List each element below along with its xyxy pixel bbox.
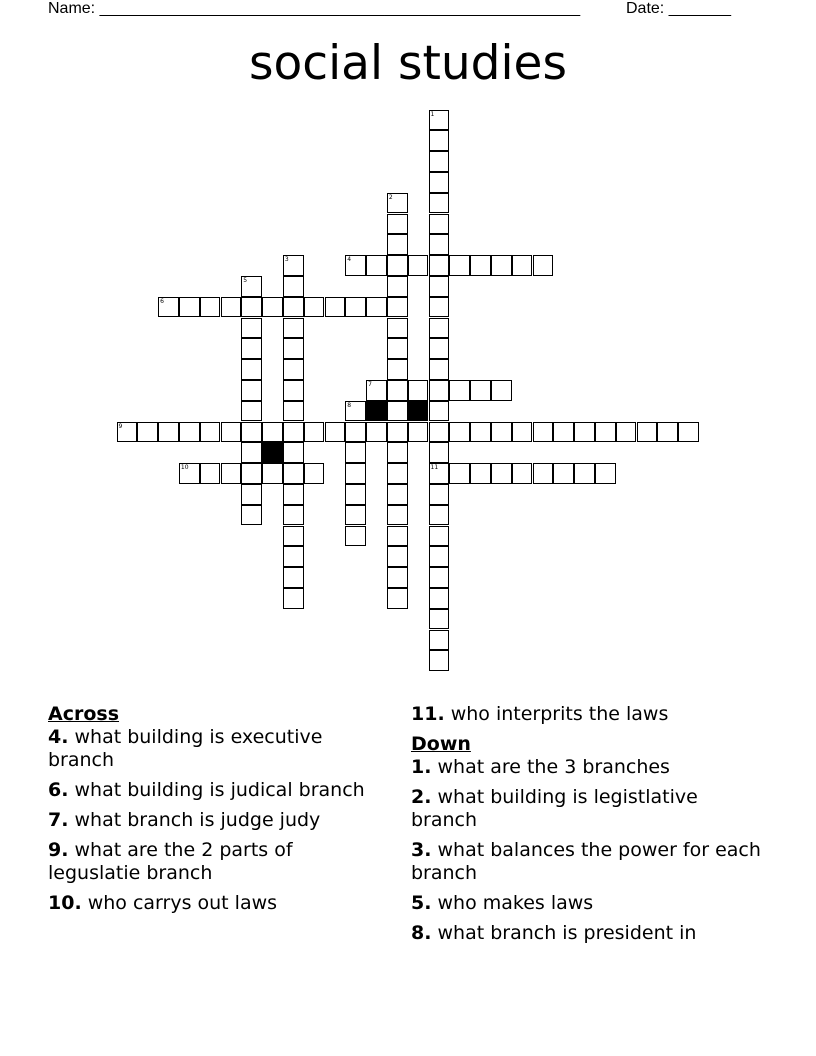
- grid-cell[interactable]: [179, 297, 200, 318]
- grid-cell[interactable]: [449, 422, 470, 443]
- grid-cell[interactable]: [241, 442, 262, 463]
- grid-cell[interactable]: [429, 359, 450, 380]
- grid-cell[interactable]: [221, 422, 242, 443]
- grid-cell[interactable]: [678, 422, 699, 443]
- clue-down-2: [411, 786, 761, 832]
- clue-down-1: [411, 756, 761, 779]
- grid-cell[interactable]: [221, 463, 242, 484]
- grid-cell[interactable]: [345, 297, 366, 318]
- grid-cell[interactable]: [158, 422, 179, 443]
- grid-cell[interactable]: [595, 422, 616, 443]
- grid-cell[interactable]: [387, 297, 408, 318]
- grid-cell[interactable]: [387, 546, 408, 567]
- across-heading: Across: [48, 703, 120, 725]
- grid-cell[interactable]: [408, 422, 429, 443]
- grid-cell[interactable]: [283, 463, 304, 484]
- clue-across-6: [48, 779, 378, 802]
- grid-cell[interactable]: [283, 526, 304, 547]
- grid-cell[interactable]: [283, 359, 304, 380]
- grid-cell[interactable]: [345, 422, 366, 443]
- grid-cell[interactable]: [387, 380, 408, 401]
- grid-cell[interactable]: [616, 422, 637, 443]
- clue-across-9: [48, 839, 378, 885]
- grid-cell[interactable]: [429, 484, 450, 505]
- grid-cell[interactable]: [283, 318, 304, 339]
- grid-cell[interactable]: [387, 401, 408, 422]
- clue-text: what building is judical branch: [68, 779, 365, 801]
- grid-cell[interactable]: [283, 297, 304, 318]
- grid-cell[interactable]: [491, 422, 512, 443]
- clue-number: 3.: [411, 839, 432, 861]
- grid-cell[interactable]: [345, 255, 366, 276]
- grid-cell[interactable]: [387, 463, 408, 484]
- clue-number: 5.: [411, 892, 432, 914]
- grid-cell[interactable]: [200, 463, 221, 484]
- grid-cell[interactable]: [387, 484, 408, 505]
- clue-across-4: [48, 726, 378, 772]
- cell-number: 7: [368, 380, 372, 388]
- grid-cell[interactable]: [491, 463, 512, 484]
- grid-cell[interactable]: [283, 546, 304, 567]
- grid-cell[interactable]: [283, 276, 304, 297]
- grid-cell[interactable]: [553, 463, 574, 484]
- grid-cell[interactable]: [241, 297, 262, 318]
- grid-cell[interactable]: [283, 401, 304, 422]
- grid-cell[interactable]: [283, 567, 304, 588]
- grid-cell[interactable]: [241, 380, 262, 401]
- clue-text: what building is executive branch: [48, 726, 323, 771]
- grid-cell[interactable]: [429, 401, 450, 422]
- grid-cell[interactable]: [387, 359, 408, 380]
- grid-cell[interactable]: [429, 546, 450, 567]
- grid-cell[interactable]: [262, 463, 283, 484]
- grid-cell[interactable]: [241, 276, 262, 297]
- grid-cell[interactable]: [387, 338, 408, 359]
- grid-cell[interactable]: [387, 255, 408, 276]
- grid-cell[interactable]: [366, 380, 387, 401]
- grid-cell[interactable]: [283, 484, 304, 505]
- cell-number: 9: [118, 422, 123, 430]
- black-square: [262, 442, 283, 463]
- grid-cell[interactable]: [449, 380, 470, 401]
- grid-cell[interactable]: [241, 422, 262, 443]
- grid-cell[interactable]: [304, 297, 325, 318]
- grid-cell[interactable]: [283, 338, 304, 359]
- grid-cell[interactable]: [429, 151, 450, 172]
- grid-cell[interactable]: [262, 422, 283, 443]
- grid-cell[interactable]: [387, 193, 408, 214]
- grid-cell[interactable]: [283, 422, 304, 443]
- grid-cell[interactable]: [429, 422, 450, 443]
- grid-cell[interactable]: [241, 484, 262, 505]
- black-square: [366, 401, 387, 422]
- clue-number: 10.: [48, 892, 82, 914]
- clue-number: 6.: [48, 779, 69, 801]
- grid-cell[interactable]: [366, 255, 387, 276]
- grid-cell[interactable]: [470, 380, 491, 401]
- grid-cell[interactable]: [429, 193, 450, 214]
- grid-cell[interactable]: [387, 567, 408, 588]
- clue-number: 4.: [48, 726, 69, 748]
- grid-cell[interactable]: [429, 234, 450, 255]
- grid-cell[interactable]: [533, 463, 554, 484]
- grid-cell[interactable]: [429, 588, 450, 609]
- clue-down-3: [411, 839, 761, 885]
- clue-text: who interprits the laws: [444, 703, 669, 725]
- cell-number: 5: [243, 276, 248, 284]
- clue-text: what branch is judge judy: [68, 809, 321, 831]
- grid-cell[interactable]: [304, 422, 325, 443]
- clue-text: what are the 3 branches: [431, 756, 670, 778]
- grid-cell[interactable]: [325, 422, 346, 443]
- grid-cell[interactable]: [241, 359, 262, 380]
- grid-cell[interactable]: [408, 380, 429, 401]
- grid-cell[interactable]: [179, 422, 200, 443]
- grid-cell[interactable]: [429, 567, 450, 588]
- grid-cell[interactable]: [512, 463, 533, 484]
- grid-cell[interactable]: [533, 255, 554, 276]
- grid-cell[interactable]: [429, 630, 450, 651]
- grid-cell[interactable]: [449, 463, 470, 484]
- clue-text: who carrys out laws: [81, 892, 278, 914]
- grid-cell[interactable]: [595, 463, 616, 484]
- date-field: Date: _______: [626, 0, 731, 17]
- clues-right-column: [411, 703, 761, 952]
- clue-text: what building is legistlative branch: [411, 786, 698, 831]
- grid-cell[interactable]: [137, 422, 158, 443]
- grid-cell[interactable]: [345, 401, 366, 422]
- grid-cell[interactable]: [429, 276, 450, 297]
- cell-number: 8: [347, 401, 352, 409]
- clue-number: 8.: [411, 922, 432, 944]
- grid-cell[interactable]: [574, 422, 595, 443]
- grid-cell[interactable]: [470, 463, 491, 484]
- grid-cell[interactable]: [366, 297, 387, 318]
- grid-cell[interactable]: [408, 255, 429, 276]
- grid-cell[interactable]: [491, 255, 512, 276]
- grid-cell[interactable]: [158, 297, 179, 318]
- clue-text: what branch is president in: [431, 922, 697, 944]
- clue-across-11: [411, 703, 761, 726]
- grid-cell[interactable]: [179, 463, 200, 484]
- grid-cell[interactable]: [241, 463, 262, 484]
- grid-cell[interactable]: [429, 297, 450, 318]
- down-heading: Down: [411, 733, 471, 755]
- cell-number: 6: [160, 297, 164, 305]
- clue-text: who makes laws: [431, 892, 594, 914]
- grid-cell[interactable]: [200, 297, 221, 318]
- grid-cell[interactable]: [387, 526, 408, 547]
- grid-cell[interactable]: [283, 255, 304, 276]
- grid-cell[interactable]: [429, 255, 450, 276]
- grid-cell[interactable]: [283, 442, 304, 463]
- grid-cell[interactable]: [283, 588, 304, 609]
- clue-text: what are the 2 parts of leguslatie branch: [48, 839, 293, 884]
- clue-number: 9.: [48, 839, 69, 861]
- clue-down-8: [411, 922, 761, 945]
- grid-cell[interactable]: [429, 609, 450, 630]
- grid-cell[interactable]: [637, 422, 658, 443]
- grid-cell[interactable]: [387, 422, 408, 443]
- grid-cell[interactable]: [117, 422, 138, 443]
- cell-number: 3: [284, 256, 289, 264]
- grid-cell[interactable]: [429, 338, 450, 359]
- grid-cell[interactable]: [304, 463, 325, 484]
- black-square: [408, 401, 429, 422]
- grid-cell[interactable]: [387, 214, 408, 235]
- cell-number: 10: [180, 464, 189, 472]
- grid-cell[interactable]: [241, 505, 262, 526]
- grid-cell[interactable]: [449, 255, 470, 276]
- grid-cell[interactable]: [512, 422, 533, 443]
- grid-cell[interactable]: [429, 526, 450, 547]
- grid-cell[interactable]: [221, 297, 242, 318]
- grid-cell[interactable]: [429, 505, 450, 526]
- grid-cell[interactable]: [470, 255, 491, 276]
- name-field: Name: ______________________________________________________: [48, 0, 581, 17]
- grid-cell[interactable]: [657, 422, 678, 443]
- grid-cell[interactable]: [429, 318, 450, 339]
- grid-cell[interactable]: [283, 505, 304, 526]
- grid-cell[interactable]: [283, 380, 304, 401]
- grid-cell[interactable]: [325, 297, 346, 318]
- clue-across-10: [48, 892, 378, 915]
- grid-cell[interactable]: [429, 442, 450, 463]
- clue-across-7: [48, 809, 378, 832]
- grid-cell[interactable]: [387, 442, 408, 463]
- grid-cell[interactable]: [512, 255, 533, 276]
- clue-number: 11.: [411, 703, 445, 725]
- grid-cell[interactable]: [491, 380, 512, 401]
- clue-number: 7.: [48, 809, 69, 831]
- clue-down-5: [411, 892, 761, 915]
- grid-cell[interactable]: [262, 297, 283, 318]
- grid-cell[interactable]: [200, 422, 221, 443]
- grid-cell[interactable]: [345, 463, 366, 484]
- cell-number: 11: [430, 464, 439, 472]
- grid-cell[interactable]: [387, 505, 408, 526]
- cell-number: 4: [347, 256, 352, 264]
- grid-cell[interactable]: [429, 463, 450, 484]
- page-title: social studies: [249, 36, 567, 91]
- grid-cell[interactable]: [345, 442, 366, 463]
- clue-text: what balances the power for each branch: [411, 839, 761, 884]
- grid-cell[interactable]: [241, 338, 262, 359]
- grid-cell[interactable]: [553, 422, 574, 443]
- grid-cell[interactable]: [574, 463, 595, 484]
- grid-cell[interactable]: [429, 110, 450, 131]
- grid-cell[interactable]: [429, 650, 450, 671]
- grid-cell[interactable]: [345, 526, 366, 547]
- grid-cell[interactable]: [429, 130, 450, 151]
- grid-cell[interactable]: [345, 484, 366, 505]
- cell-number: 2: [388, 193, 393, 201]
- grid-cell[interactable]: [366, 422, 387, 443]
- clue-number: 2.: [411, 786, 432, 808]
- grid-cell[interactable]: [387, 234, 408, 255]
- grid-cell[interactable]: [345, 505, 366, 526]
- grid-cell[interactable]: [429, 172, 450, 193]
- grid-cell[interactable]: [429, 380, 450, 401]
- grid-cell[interactable]: [241, 401, 262, 422]
- grid-cell[interactable]: [387, 588, 408, 609]
- clue-number: 1.: [411, 756, 432, 778]
- grid-cell[interactable]: [387, 276, 408, 297]
- grid-cell[interactable]: [533, 422, 554, 443]
- grid-cell[interactable]: [387, 318, 408, 339]
- clues-left-column: [48, 703, 378, 922]
- cell-number: 1: [430, 110, 435, 118]
- grid-cell[interactable]: [241, 318, 262, 339]
- grid-cell[interactable]: [429, 214, 450, 235]
- grid-cell[interactable]: [470, 422, 491, 443]
